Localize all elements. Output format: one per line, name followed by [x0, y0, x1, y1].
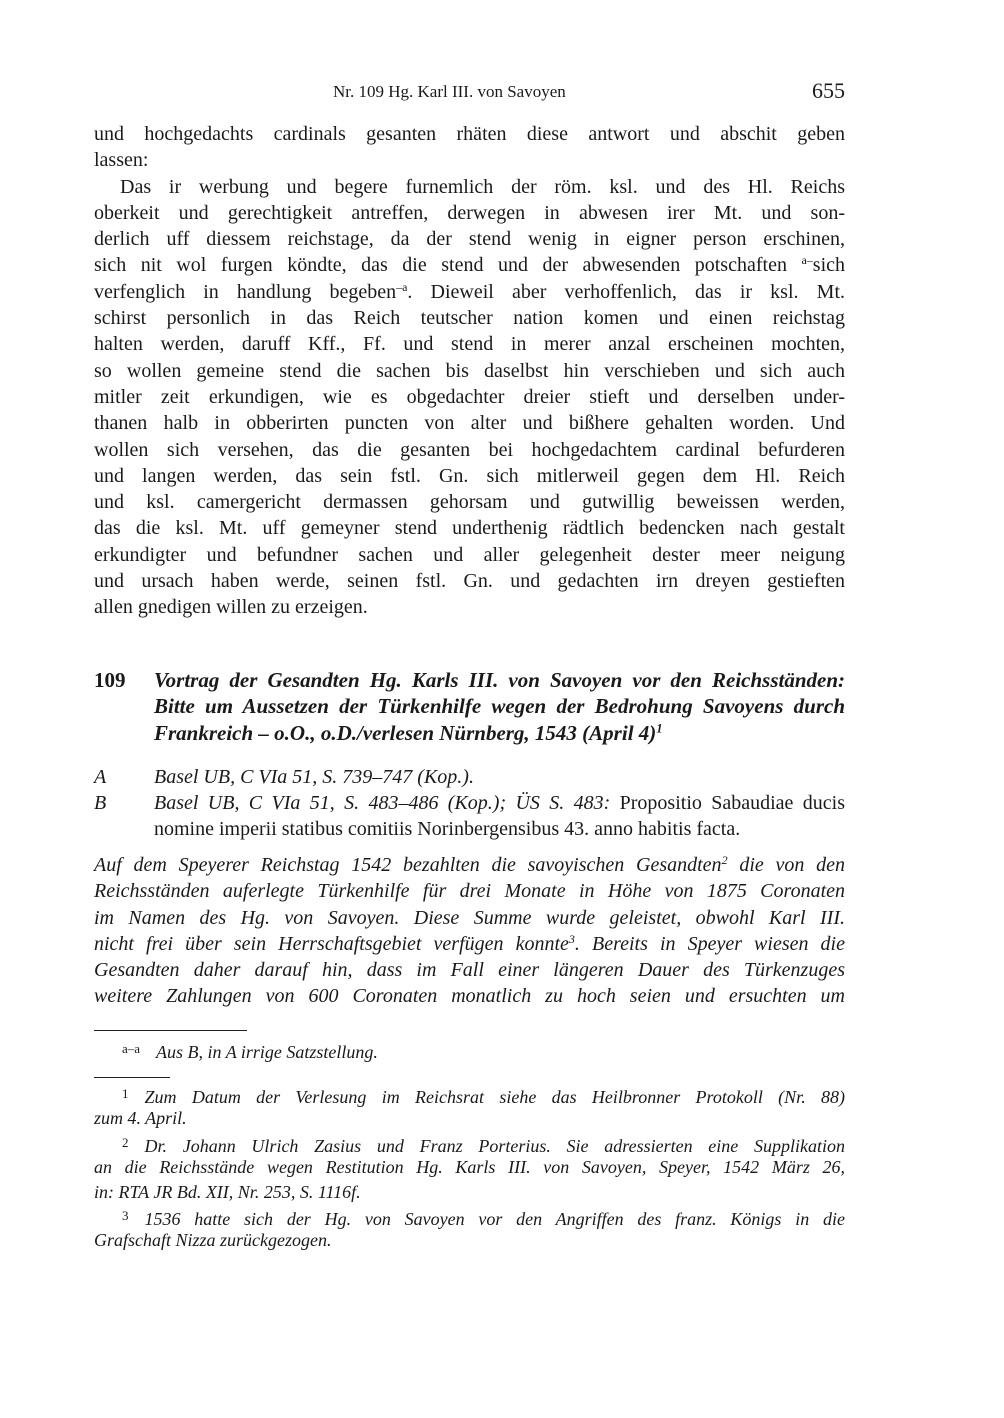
- text-segment: . Bereits in Speyer wiesen die: [574, 932, 845, 955]
- note-line: [94, 1155, 845, 1179]
- note-text: in: RTA JR Bd. XII, Nr. 253, S. 1116f.: [94, 1181, 361, 1202]
- page-number: 655: [812, 78, 845, 103]
- source-siglum: A: [94, 766, 107, 788]
- text-line: [94, 121, 845, 147]
- note-text: zum 4. April.: [94, 1108, 187, 1129]
- document-number: 109: [94, 668, 126, 692]
- note-marker: 1: [656, 721, 663, 736]
- text-segment: und ursach haben werde, seinen fstl. Gn. und gedachten irn dreyen gestieften: [94, 570, 845, 593]
- text-segment: . Dieweil aber verhoffenlich, das ir ksl. Mt.: [407, 280, 845, 303]
- note-line: [94, 1228, 845, 1252]
- text-line: [94, 852, 845, 878]
- text-segment: Bitte um Aussetzen der Türkenhilfe wegen der Bedrohung Savoyens durch: [154, 694, 845, 719]
- source-list: [94, 764, 845, 844]
- text-line: [94, 252, 845, 278]
- text-line: [94, 957, 845, 983]
- note-mark: 2: [122, 1134, 129, 1150]
- text-segment: Auf dem Speyerer Reichstag 1542 bezahlten die savoyischen Gesandten: [94, 854, 722, 876]
- document-heading: [94, 667, 845, 747]
- note-mark: 1: [122, 1086, 129, 1101]
- text-segment: allen gnedigen willen zu erzeigen.: [94, 596, 368, 619]
- continued-text: [94, 121, 845, 621]
- document-title: [154, 667, 845, 746]
- note-line: [94, 1082, 845, 1106]
- note-text: 1536 hatte sich der Hg. von Savoyen vor den Angriffen des franz. Königs in die: [144, 1208, 845, 1229]
- note-marker: –a: [396, 279, 408, 294]
- text-line: [154, 764, 845, 790]
- note-mark: 3: [122, 1207, 129, 1223]
- text-line: [94, 437, 845, 463]
- note-line: [94, 1131, 845, 1155]
- text-line: [94, 905, 845, 931]
- text-line: [154, 693, 845, 719]
- footnotes: [94, 1082, 845, 1253]
- text-segment: das die ksl. Mt. uff gemeyner stend underthenig rädtlich bedencken nach gestalt: [94, 517, 845, 540]
- running-head: [0, 80, 1004, 110]
- text-segment: und hochgedachts cardinals gesanten rhäten diese antwort und abschit geben: [94, 123, 845, 145]
- text-segment: Gesandten daher darauf hin, dass im Fall einer längeren Dauer des Türkenzuges: [94, 959, 845, 982]
- source-entry: [154, 790, 845, 843]
- text-segment: und ksl. camergericht dermassen gehorsam und gutwillig beweissen werden,: [94, 491, 845, 514]
- source-entry: [154, 764, 845, 790]
- text-segment: derlich uff diessem reichstage, da der stend wenig in eigner person erschinen,: [94, 228, 845, 251]
- text-line: [94, 489, 845, 515]
- text-line: [94, 410, 845, 436]
- note-text: Dr. Johann Ulrich Zasius und Franz Porterius. Sie adressierten eine Supplikation: [144, 1135, 845, 1156]
- text-line: [94, 515, 845, 541]
- text-line: [94, 463, 845, 489]
- text-line: [94, 174, 845, 200]
- text-segment: schirst personlich in das Reich teutscher nation komen und einen reichstag: [94, 307, 845, 330]
- text-line: [154, 720, 845, 746]
- note-line: [94, 1204, 845, 1228]
- text-segment: Das ir werbung und begere furnemlich der röm. ksl. und des Hl. Reichs: [120, 175, 845, 198]
- text-segment: Basel UB, C VIa 51, S. 739–747 (Kop.).: [154, 766, 474, 788]
- text-line: [94, 931, 845, 957]
- note-text: Grafschaft Nizza zurückgezogen.: [94, 1230, 332, 1251]
- text-segment: Reichsständen auferlegte Türkenhilfe für drei Monate in Höhe von 1875 Coronaten: [94, 880, 845, 903]
- note-line: [94, 1180, 845, 1204]
- note-line: [94, 1037, 845, 1061]
- note-text: an die Reichsstände wegen Restitution Hg. Karls III. von Savoyen, Speyer, 1542 März 26,: [94, 1157, 845, 1178]
- footnotes-divider: [94, 1077, 170, 1078]
- text-segment: wollen sich versehen, das die gesanten bei hochgedachtem cardinal befurderen: [94, 438, 845, 461]
- text-segment: Propositio Sabaudiae ducis: [610, 792, 846, 814]
- text-segment: weitere Zahlungen von 600 Coronaten monatlich zu hoch seien und ersuchten um: [94, 985, 845, 1008]
- text-segment: und langen werden, das sein fstl. Gn. sich mitlerweil gegen dem Hl. Reich: [94, 464, 845, 487]
- text-line: [94, 305, 845, 331]
- text-line: [94, 331, 845, 357]
- text-segment: Frankreich – o.O., o.D./verlesen Nürnberg, 1543 (April 4): [154, 720, 657, 745]
- text-segment: im Namen des Hg. von Savoyen. Diese Summe wurde geleistet, obwohl Karl III.: [94, 906, 845, 929]
- text-line: [94, 147, 845, 173]
- text-line: [154, 816, 845, 842]
- text-segment: verfenglich in handlung begeben: [94, 280, 397, 303]
- note-text: Zum Datum der Verlesung im Reichsrat siehe das Heilbronner Protokoll (Nr. 88): [144, 1087, 845, 1107]
- note-marker: 3: [568, 931, 575, 946]
- text-line: [94, 983, 845, 1009]
- running-head-title: Nr. 109 Hg. Karl III. von Savoyen: [333, 82, 566, 101]
- introduction: [94, 852, 845, 1010]
- text-segment: so wollen gemeine stend die sachen bis daselbst hin verschieben und sich auch: [94, 359, 845, 382]
- text-line: [94, 226, 845, 252]
- text-segment: Vortrag der Gesandten Hg. Karls III. von Savoyen vor den Reichsständen:: [154, 668, 845, 692]
- notes-divider: [94, 1030, 247, 1031]
- text-line: [154, 790, 845, 816]
- text-line: [94, 279, 845, 305]
- note-line: [94, 1106, 845, 1130]
- text-segment: halten werden, daruff Kff., Ff. und stend in merer anzal erscheinen mochten,: [94, 333, 845, 356]
- text-segment: sich nit wol furgen köndte, das die stend und der abwesenden potschaften: [94, 254, 802, 277]
- text-line: [94, 384, 845, 410]
- text-segment: nomine imperii statibus comitiis Norinbergensibus 43. anno habitis facta.: [154, 818, 741, 841]
- text-segment: Basel UB, C VIa 51, S. 483–486 (Kop.); ÜS S. 483:: [154, 792, 611, 814]
- text-line: [94, 878, 845, 904]
- text-segment: thanen halb in obberirten puncten von alter und bißhere gehalten worden. Und: [94, 412, 845, 435]
- text-segment: sich: [812, 254, 845, 277]
- note-marker: 2: [721, 852, 728, 867]
- text-segment: erkundigter und befundner sachen und aller gelegenheit dester meer neigung: [94, 543, 845, 566]
- textual-notes: [94, 1037, 845, 1061]
- text-segment: nicht frei über sein Herrschaftsgebiet verfügen konnte: [94, 932, 569, 955]
- source-siglum: B: [94, 792, 107, 814]
- text-line: [94, 358, 845, 384]
- text-line: [94, 568, 845, 594]
- text-line: [94, 542, 845, 568]
- text-segment: lassen:: [94, 149, 149, 172]
- text-line: [154, 667, 845, 693]
- note-text: Aus B, in A irrige Satzstellung.: [156, 1042, 378, 1062]
- text-segment: die von den: [727, 854, 846, 876]
- text-line: [94, 200, 845, 226]
- text-segment: mitler zeit erkundigen, wie es obgedachter dreier stieft und derselben under-: [94, 385, 845, 408]
- text-line: [94, 594, 845, 620]
- note-marker: a–: [801, 253, 813, 268]
- text-segment: oberkeit und gerechtigkeit antreffen, derwegen in abwesen irer Mt. und son-: [94, 201, 845, 224]
- note-mark: a–a: [122, 1041, 141, 1056]
